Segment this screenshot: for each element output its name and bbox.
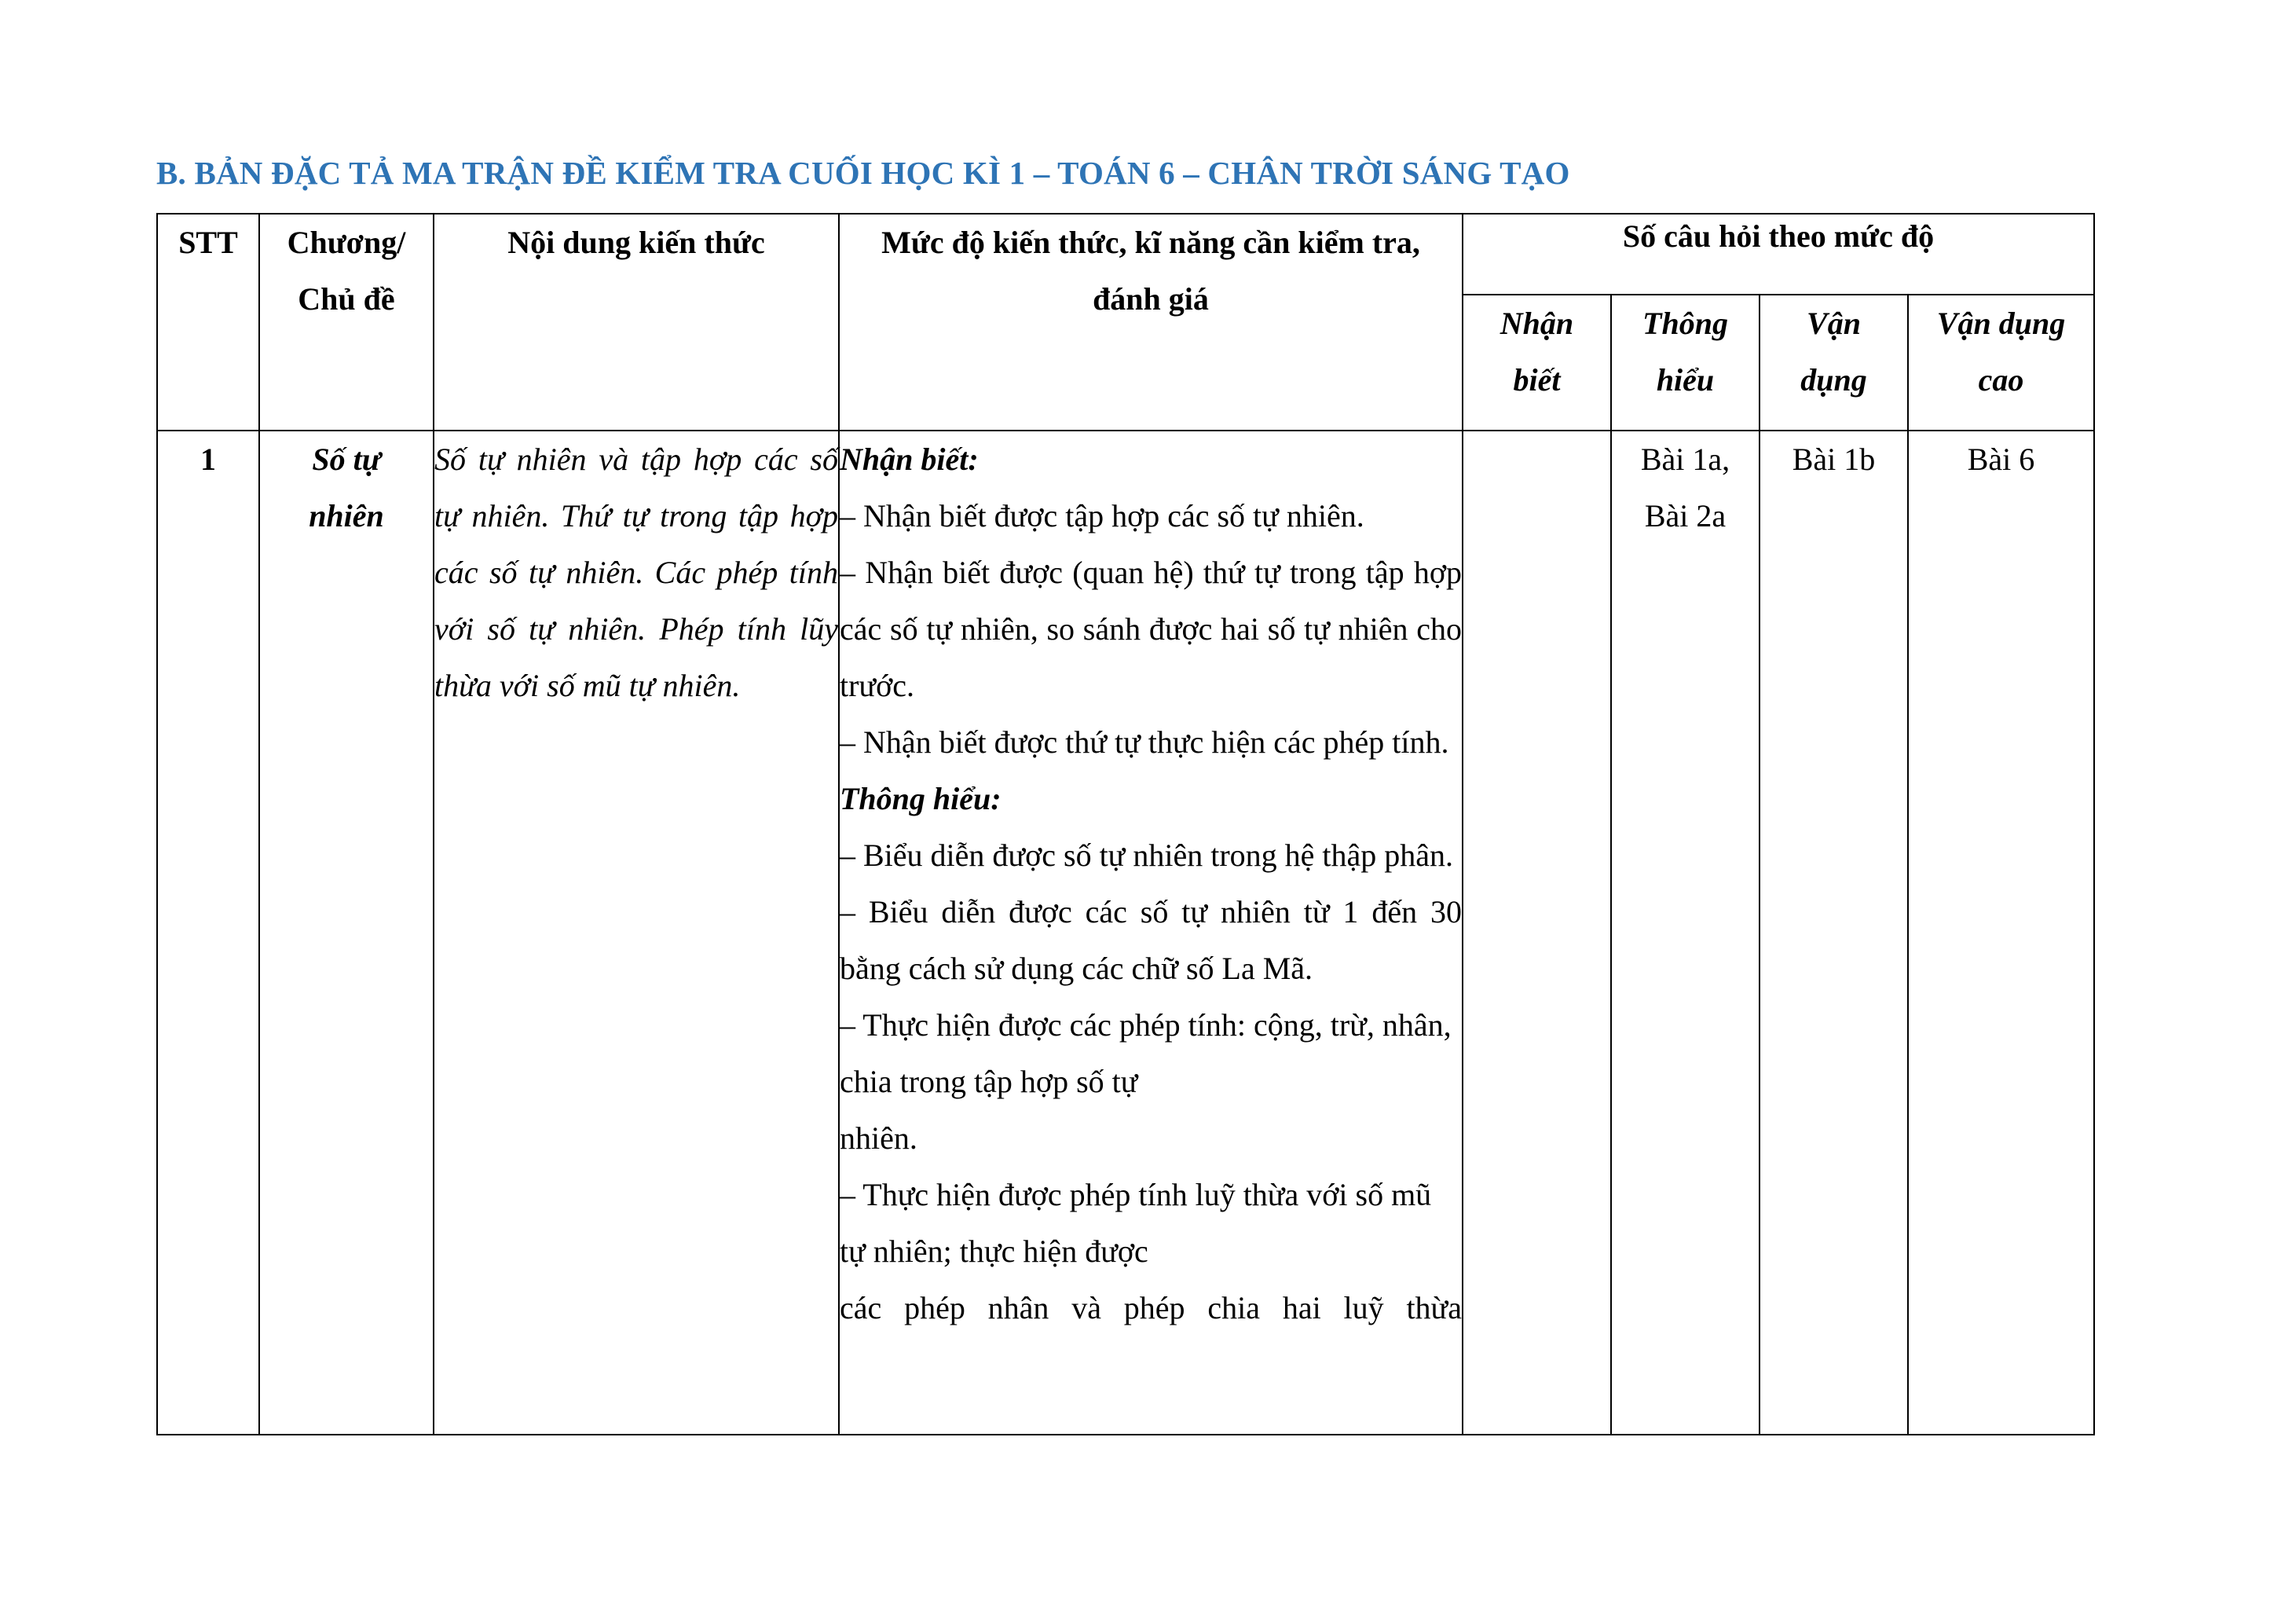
row-van-dung-cao: Bài 6 — [1908, 431, 2094, 1435]
header-nhan-biet-line1: Nhận — [1500, 306, 1574, 341]
specification-matrix-table — [156, 213, 2095, 1435]
row-van-dung: Bài 1b — [1760, 431, 1908, 1435]
requirement-item: các phép nhân và phép chia hai luỹ thừa — [840, 1290, 1462, 1325]
requirement-item: – Thực hiện được các phép tính: cộng, trừ, nhân, chia trong tập hợp số tự — [840, 1007, 1452, 1099]
header-level-line1: Mức độ kiến thức, kĩ năng cần kiểm tra, — [881, 225, 1420, 260]
requirement-item: – Nhận biết được tập hợp các số tự nhiên. — [840, 498, 1364, 533]
header-thong-hieu-line2: hiểu — [1656, 362, 1715, 398]
header-nhan-biet-line2: biết — [1513, 362, 1561, 398]
row-thong-hieu-line1: Bài 1a, — [1640, 442, 1730, 477]
header-thong-hieu-line1: Thông — [1642, 306, 1728, 341]
requirements-heading-thong-hieu: Thông hiểu: — [840, 781, 1002, 816]
header-thong-hieu — [1611, 295, 1760, 431]
header-van-dung-line1: Vận — [1807, 306, 1861, 341]
header-chapter — [259, 214, 434, 431]
header-van-dung-cao-line1: Vận dụng — [1936, 306, 2066, 341]
header-nhan-biet — [1463, 295, 1611, 431]
requirement-item: nhiên. — [840, 1120, 917, 1156]
header-level — [839, 214, 1463, 431]
header-van-dung-cao — [1908, 295, 2094, 431]
header-stt: STT — [157, 214, 259, 431]
requirements-heading-nhan-biet: Nhận biết: — [840, 442, 979, 477]
header-content: Nội dung kiến thức — [434, 214, 839, 431]
header-question-count: Số câu hỏi theo mức độ — [1463, 214, 2094, 295]
row-topic-line1: Số tự — [312, 442, 381, 477]
requirement-item: – Nhận biết được (quan hệ) thứ tự trong tập hợp các số tự nhiên, so sánh được hai số tự nhiên cho trước. — [840, 555, 1462, 703]
document-title: B. BẢN ĐẶC TẢ MA TRẬN ĐỀ KIỂM TRA CUỐI HỌC KÌ 1 – TOÁN 6 – CHÂN TRỜI SÁNG TẠO — [156, 155, 1570, 191]
header-chapter-line2: Chủ đề — [298, 281, 395, 317]
table-row — [157, 431, 2094, 1435]
row-topic-line2: nhiên — [309, 498, 384, 533]
requirement-item: – Thực hiện được phép tính luỹ thừa với số mũ tự nhiên; thực hiện được — [840, 1177, 1432, 1269]
header-van-dung — [1760, 295, 1908, 431]
row-thong-hieu — [1611, 431, 1760, 1435]
row-knowledge-content: Số tự nhiên và tập hợp các số tự nhiên. Thứ tự trong tập hợp các số tự nhiên. Các phép tính với số tự nhiên. Phép tính lũy thừa với số mũ tự nhiên. — [434, 431, 839, 1435]
requirement-item: – Nhận biết được thứ tự thực hiện các phép tính. — [840, 724, 1449, 760]
header-van-dung-line2: dụng — [1800, 362, 1867, 398]
header-level-line2: đánh giá — [1093, 281, 1209, 317]
row-nhan-biet — [1463, 431, 1611, 1435]
row-requirements — [839, 431, 1463, 1435]
row-stt: 1 — [157, 431, 259, 1435]
requirement-item: – Biểu diễn được các số tự nhiên từ 1 đến 30 bằng cách sử dụng các chữ số La Mã. — [840, 894, 1462, 986]
header-row-top — [157, 214, 2094, 295]
row-topic — [259, 431, 434, 1435]
row-thong-hieu-line2: Bài 2a — [1644, 498, 1727, 533]
header-van-dung-cao-line2: cao — [1978, 362, 2024, 398]
requirement-item: – Biểu diễn được số tự nhiên trong hệ thập phân. — [840, 838, 1454, 873]
header-chapter-line1: Chương/ — [287, 225, 406, 260]
